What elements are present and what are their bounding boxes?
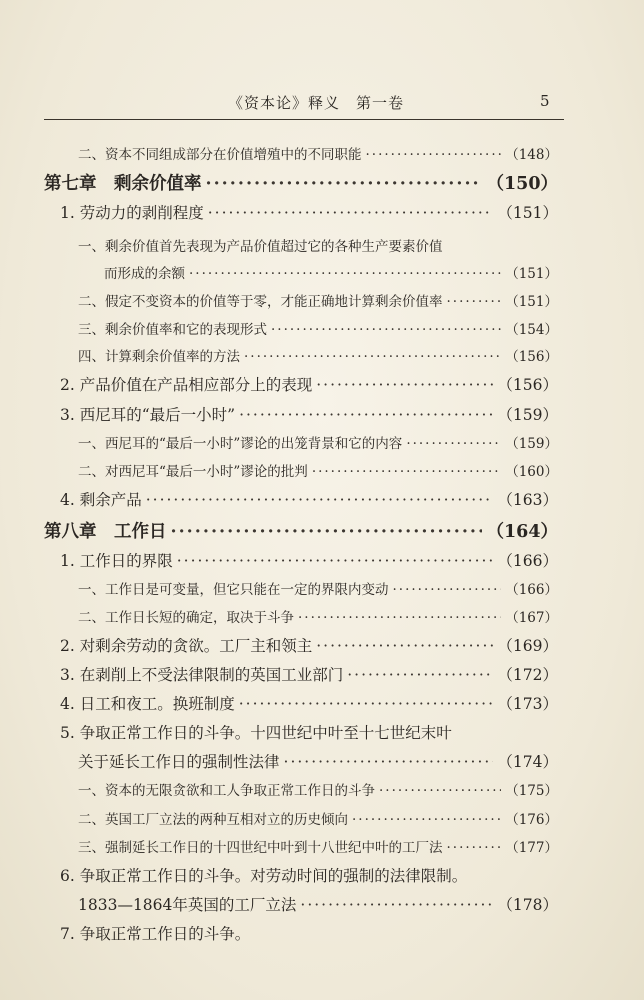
toc-entry-title: 三、强制延长工作日的十四世纪中叶到十八世纪中叶的工厂法 [78,840,443,856]
toc-entry-page: （164） [486,522,558,542]
toc-entry-page: （154） [505,322,558,338]
toc-entry-page: （159） [497,406,558,424]
toc-entry-page: （169） [497,637,558,655]
toc-entry [78,460,558,480]
toc-entry-page: （151） [505,266,558,282]
toc-entry-title: 二、资本不同组成部分在价值增殖中的不同职能 [78,147,362,163]
dot-leader [206,174,483,194]
toc-entry [60,488,558,510]
dot-leader [298,610,501,626]
dot-leader [239,695,494,713]
toc-entry-page: （177） [505,840,558,856]
toc-entry-title: 二、工作日长短的确定，取决于斗争 [78,610,294,626]
toc-entry [78,893,558,915]
dot-leader [379,783,501,799]
toc-entry [60,549,558,571]
dot-leader [177,552,494,570]
toc-entry-title: 3. 西尼耳的“最后一小时” [60,406,236,424]
toc-entry [60,373,558,395]
toc-entry-page: （166） [505,582,558,598]
toc-entry [60,663,558,685]
dot-leader [447,840,502,856]
toc-entry-title: 4. 剩余产品 [60,491,142,509]
header-rule [44,119,564,120]
toc-entry-title: 二、英国工厂立法的两种互相对立的历史倾向 [78,812,348,828]
toc-entry [78,318,558,338]
dot-leader [316,637,493,655]
toc-entry-page: （156） [505,349,558,365]
toc-entry-title: 四、计算剩余价值率的方法 [78,349,240,365]
toc-entry-page: （150） [486,174,558,194]
toc-entry-page: （151） [497,204,558,222]
toc-entry [78,808,558,828]
toc-entry [60,692,558,714]
toc-entry-title: 7. 争取正常工作日的斗争。 [60,925,251,943]
toc-entry [60,634,558,656]
dot-leader [189,266,501,282]
dot-leader [312,464,501,480]
toc-entry-title: 4. 日工和夜工。换班制度 [60,695,235,713]
toc-entry [104,262,558,282]
dot-leader [316,376,493,394]
toc-entry-page: （172） [497,666,558,684]
toc-entry-page: （159） [505,436,558,452]
toc-entry [78,290,558,310]
toc-entry-title: 一、资本的无限贪欲和工人争取正常工作日的斗争 [78,783,375,799]
toc-entry [78,750,558,772]
toc-entry-title: 1. 劳动力的剥削程度 [60,204,204,222]
toc-entry-title: 2. 产品价值在产品相应部分上的表现 [60,376,313,394]
toc-entry-continuation: 关于延长工作日的强制性法律 [78,753,280,771]
toc-entry-page: （175） [505,783,558,799]
toc-entry-page: （173） [497,695,558,713]
toc-entry-page: （148） [505,147,558,163]
toc-entry-title: 一、工作日是可变量，但它只能在一定的界限内变动 [78,582,389,598]
toc-chapter [44,170,558,195]
toc-entry-title: 三、剩余价值率和它的表现形式 [78,322,267,338]
toc-entry-first-line: 一、剩余价值首先表现为产品价值超过它的各种生产要素价值 [78,239,443,255]
dot-leader [300,896,493,914]
page-number: 5 [540,92,550,110]
toc-entry-continuation: 1833—1864年英国的工厂立法 [78,896,297,914]
toc-entry [78,345,558,365]
toc-entry-page: （160） [505,464,558,480]
toc-entry-title: 3. 在剥削上不受法律限制的英国工业部门 [60,666,344,684]
toc-entry-page: （163） [497,491,558,509]
dot-leader [239,406,493,424]
dot-leader [406,436,501,452]
dot-leader [146,491,494,509]
dot-leader [284,753,494,771]
toc-entry [60,403,558,425]
toc-entry-page: （156） [497,376,558,394]
toc-entry [78,578,558,598]
toc-entry [78,606,558,626]
toc-entry-title: 一、西尼耳的“最后一小时”谬论的出笼背景和它的内容 [78,436,403,452]
toc-entry [78,432,558,452]
toc-entry-title: 2. 对剩余劳动的贪欲。工厂主和领主 [60,637,313,655]
toc-entry-title: 二、对西尼耳“最后一小时”谬论的批判 [78,464,308,480]
toc-entry-page: （176） [505,812,558,828]
toc-entry-page: （174） [497,753,558,771]
toc-entry [78,143,558,163]
toc-entry [78,836,558,856]
toc-entry-title: 二、假定不变资本的价值等于零，才能正确地计算剩余价值率 [78,294,443,310]
running-title: 《资本论》释义 第一卷 [228,94,405,112]
dot-leader [366,147,502,163]
dot-leader [352,812,501,828]
toc-entry-title: 第八章 工作日 [44,522,167,542]
page-header [0,92,644,116]
toc-entry-page: （178） [497,896,558,914]
toc-entry-page: （166） [497,552,558,570]
toc-entry-first-line: 6. 争取正常工作日的斗争。对劳动时间的强制的法律限制。 [60,867,468,885]
dot-leader [271,322,501,338]
dot-leader [393,582,502,598]
toc-chapter [44,518,558,543]
toc-entry-page: （167） [505,610,558,626]
toc-entry [78,779,558,799]
toc-entry-continuation: 而形成的余额 [104,266,185,282]
toc-entry [60,201,558,223]
dot-leader [347,666,493,684]
dot-leader [208,204,494,222]
toc-entry-page: （151） [505,294,558,310]
toc-entry-title: 1. 工作日的界限 [60,552,173,570]
toc-entry-first-line: 5. 争取正常工作日的斗争。十四世纪中叶至十七世纪末叶 [60,724,452,742]
dot-leader [171,522,483,542]
toc-entry-title: 第七章 剩余价值率 [44,174,202,194]
dot-leader [447,294,502,310]
dot-leader [244,349,501,365]
